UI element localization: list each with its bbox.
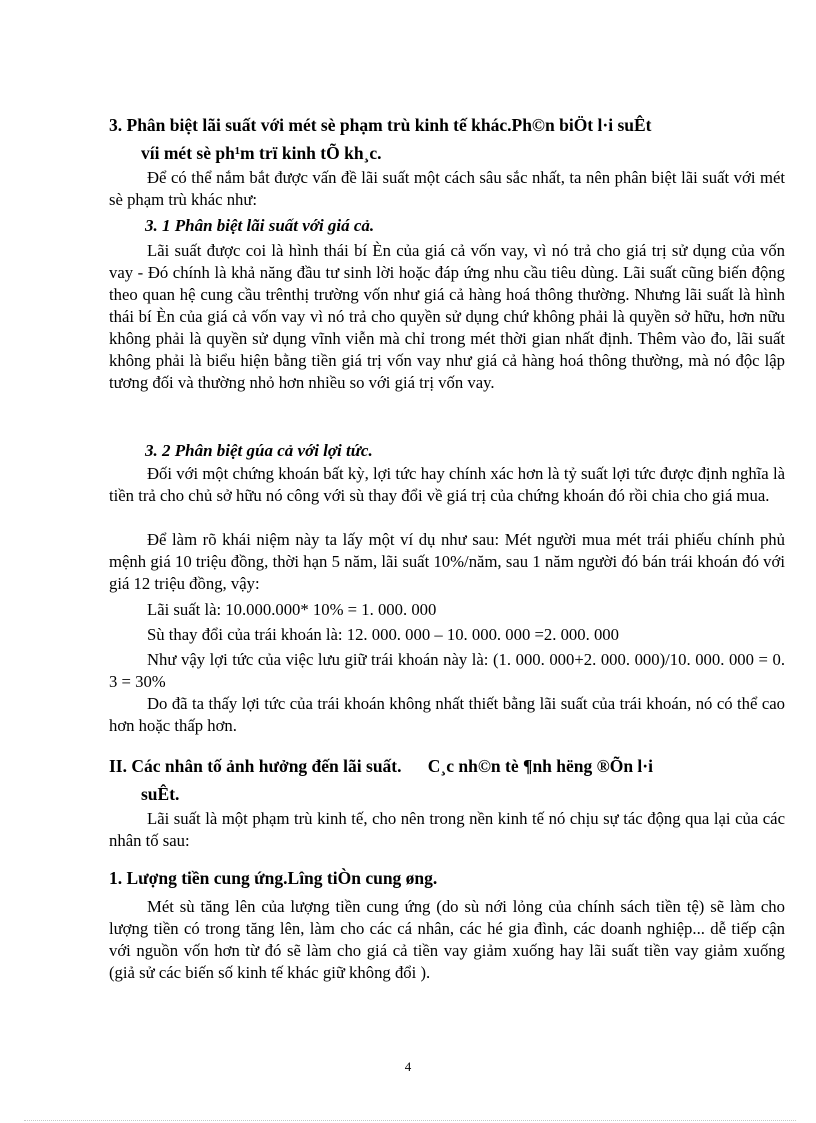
page-bottom-divider (24, 1120, 796, 1121)
section-3-heading-legacy-a: Ph©n biÖt l·i suÊt (511, 115, 652, 135)
section-II-intro: Lãi suất là một phạm trù kinh tế, cho nên trong nền kinh tế nó chịu sự tác động qua lại của các nhân tố sau: (109, 809, 785, 850)
section-3-heading-text: 3. Phân biệt lãi suất với mét sè phạm trù kinh tế khác. (109, 115, 512, 135)
section-3-intro: Để có thể nắm bắt được vấn đề lãi suất một cách sâu sắc nhất, ta nên phân biệt lãi suất với mét sè phạm trù khác như: (109, 168, 785, 209)
section-3-2-body-2: Để làm rõ khái niệm này ta lấy một ví dụ như sau: Mét người mua mét trái phiếu chính phủ mệnh giá 10 triệu đồng, thời hạn 5 năm, lãi suất 10%/năm, sau 1 năm người đó bán trái khoán đó với giá 12 triệu đồng, vậy: (109, 530, 785, 593)
section-3-heading (109, 111, 785, 167)
section-II-1-heading: 1. Lượng tiền cung ứng. (109, 868, 288, 888)
section-II-1-body: Mét sù tăng lên của lượng tiền cung ứng (do sù nới lỏng của chính sách tiền tệ) sẽ làm cho lượng tiền có trong tăng lên, làm cho các cá nhân, các hé gia đình, các doanh nghiệp... dễ tiếp cận với nguồn vốn hơn từ đó sẽ làm cho giá cả tiền vay giảm xuống hay lãi suất tiền vay giảm xuống (giả sử các biến số kinh tế khác giữ không đổi ). (109, 897, 785, 982)
section-3-1-body: Lãi suất được coi là hình thái bí Èn của giá cả vốn vay, vì nó trả cho giá trị sử dụng của vốn vay - Đó chính là khả năng đầu tư sinh lời hoặc đáp ứng nhu cầu tiêu dùng. Lãi suất cũng biến động theo quan hệ cung cầu trênthị trường vốn như giá cả hàng hoá thông thường. Nhưng lãi suất là hình thái bí Èn của giá cả vốn vay vì nó trả cho quyền sử dụng chứ không phải là quyền sở hữu, hơn nữu không phải là quyền sử dụng vĩnh viễn mà chỉ trong mét thời gian nhất định. Thêm vào đo, lãi suất không phải là biểu hiện bằng tiền giá trị vốn vay như giá cả hàng hoá thông thường, mà nó độc lập tương đối và thường nhỏ hơn nhiều so với giá trị vốn vay. (109, 241, 785, 392)
calc-line-1: Lãi suất là: 10.000.000* 10% = 1. 000. 000 (147, 600, 437, 619)
section-3-2-body-1: Đối với một chứng khoán bất kỳ, lợi tức hay chính xác hơn là tỷ suất lợi tức được định nghĩa là tiền trả cho chủ sở hữu nó công với sù thay đổi về giá trị của chứng khoán đó rồi chia cho giá mua. (109, 464, 785, 505)
section-II-heading-legacy-b: suÊt. (141, 784, 180, 804)
page-number: 4 (404, 1059, 412, 1074)
calc-line-3: Như vậy lợi tức của việc lưu giữ trái khoán này là: (1. 000. 000+2. 000. 000)/10. 000. 000 = 0. 3 = 30% (109, 650, 785, 691)
section-II-heading-text: II. Các nhân tố ảnh hưởng đến lãi suất. (109, 756, 402, 776)
section-3-2-heading: 3. 2 Phân biệt gúa cả với lợi tức. (145, 441, 373, 460)
section-3-2-conclusion: Do đã ta thấy lợi tức của trái khoán không nhất thiết bằng lãi suất của trái khoán, nó có thể cao hơn hoặc thấp hơn. (109, 694, 785, 735)
section-II-heading (109, 752, 785, 808)
section-II-1-heading-legacy: Lîng tiÒn cung øng. (287, 868, 438, 888)
section-3-heading-legacy-b: víi mét sè ph¹m trï kinh tÕ kh¸c. (141, 143, 382, 163)
section-3-1-heading: 3. 1 Phân biệt lãi suất với giá cả. (145, 216, 375, 235)
calc-line-2: Sù thay đổi của trái khoán là: 12. 000. 000 – 10. 000. 000 =2. 000. 000 (147, 625, 619, 644)
section-II-heading-legacy-a: C¸c nh©n tè ¶nh hëng ®Õn l·i (427, 756, 653, 776)
